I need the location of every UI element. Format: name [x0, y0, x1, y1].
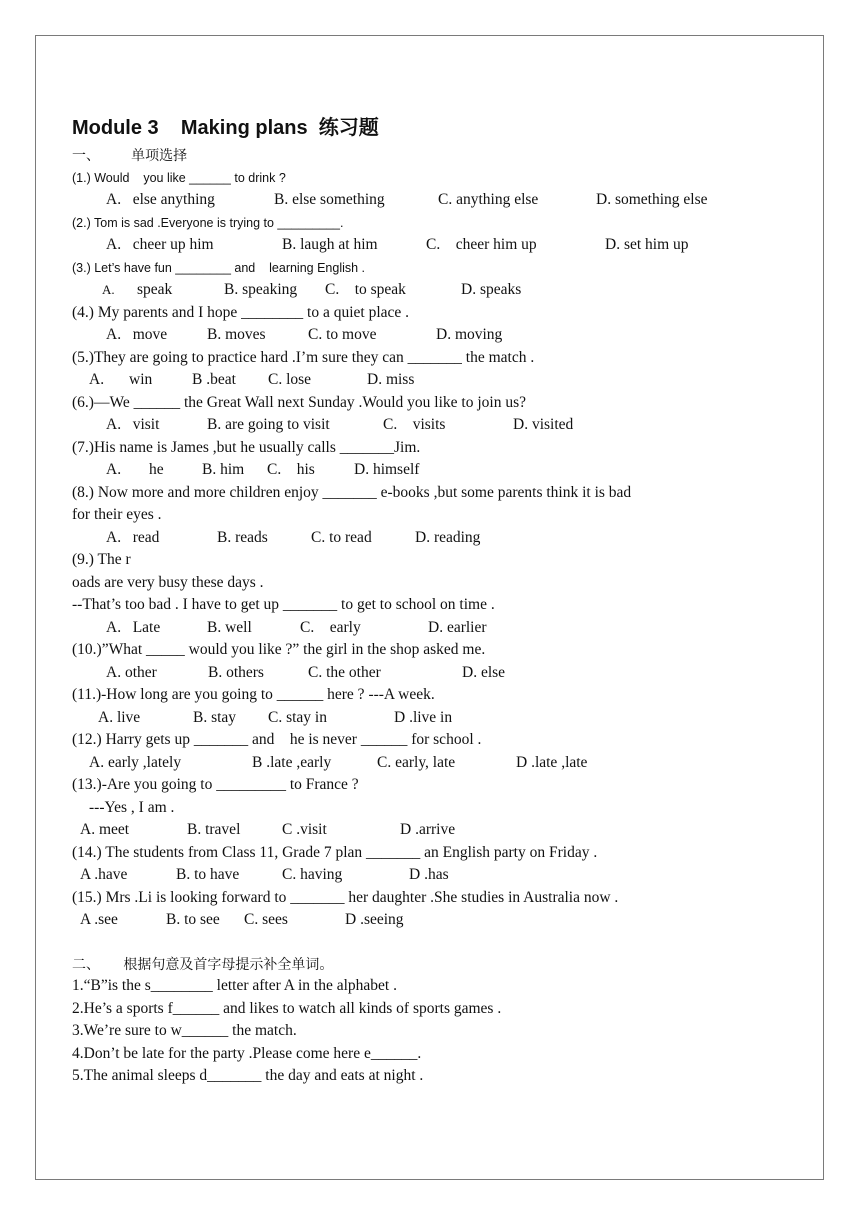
options-7: [72, 459, 752, 482]
option-c: C. lose: [268, 371, 312, 388]
question-3: (3.) Let’s have fun ________ and learning English .: [72, 260, 366, 275]
option-a: A. move: [106, 326, 168, 343]
fill-item-5: 5.The animal sleeps d_______ the day and eats at night .: [72, 1067, 424, 1084]
options-1: [72, 189, 752, 212]
option-c: C. early: [300, 618, 361, 636]
question-1: (1.) Would you like ______ to drink ?: [72, 170, 286, 185]
option-d: D. miss: [367, 371, 415, 388]
options-3: [72, 279, 752, 302]
options-13: [72, 819, 752, 842]
option-b: B. to have: [176, 866, 240, 883]
option-c: C. stay in: [268, 708, 327, 726]
question-13-reply: ---Yes , I am .: [89, 798, 175, 816]
option-c: C. early, late: [377, 753, 456, 771]
option-b: B. others: [208, 663, 264, 681]
option-a-text: speak: [137, 281, 173, 298]
section1-heading: 一、 单项选择: [72, 147, 188, 163]
options-9: [72, 617, 752, 640]
option-a: A. visit: [106, 416, 160, 433]
option-d: D .arrive: [400, 821, 456, 838]
option-c: C. his: [267, 461, 315, 478]
option-a: A. else anything: [106, 191, 215, 208]
option-b: B. stay: [193, 708, 237, 726]
option-d: D. moving: [436, 326, 503, 343]
option-a: A .have: [80, 866, 128, 883]
option-a: A .see: [80, 911, 118, 928]
fill-item-1: 1.“B”is the s________ letter after A in the alphabet .: [72, 977, 397, 994]
option-a: A. cheer up him: [106, 236, 214, 253]
question-10: (10.)”What _____ would you like ?” the girl in the shop asked me.: [72, 641, 486, 658]
option-b: B. laugh at him: [282, 236, 378, 253]
option-a: A.: [102, 282, 115, 297]
option-a-text: he: [149, 461, 164, 478]
option-b: B. to see: [166, 911, 220, 928]
option-b: B .beat: [192, 371, 236, 388]
option-a: A. meet: [80, 821, 130, 838]
question-11: (11.)-How long are you going to ______ here ? ---A week.: [72, 686, 435, 703]
option-b: B. are going to visit: [207, 416, 330, 433]
option-a: A. read: [106, 528, 160, 546]
option-d: D. set him up: [605, 236, 689, 253]
question-9-reply: --That’s too bad . I have to get up _______ to get to school on time .: [72, 596, 495, 613]
option-d: D. himself: [354, 461, 420, 478]
option-c: C. sees: [244, 911, 288, 928]
options-14: [72, 864, 752, 887]
option-c: C .visit: [282, 821, 327, 838]
option-d: D. visited: [513, 416, 574, 433]
option-a: A. Late: [106, 618, 161, 636]
option-d: D .late ,late: [516, 753, 588, 771]
option-c: C. having: [282, 866, 343, 883]
page-title: Module 3 Making plans 练习题: [72, 117, 379, 139]
question-4: (4.) My parents and I hope ________ to a quiet place .: [72, 303, 410, 321]
option-b: B. speaking: [224, 281, 298, 298]
option-b: B .late ,early: [252, 753, 332, 771]
option-d: D. speaks: [461, 281, 522, 298]
option-b: B. reads: [217, 528, 268, 546]
options-2: [72, 234, 752, 257]
question-12: (12.) Harry gets up _______ and he is never ______ for school .: [72, 731, 482, 748]
options-8: [72, 527, 752, 550]
option-d: D .seeing: [345, 911, 404, 928]
question-5: (5.)They are going to practice hard .I’m sure they can _______ the match .: [72, 348, 535, 366]
option-d: D .has: [409, 866, 449, 883]
question-7: (7.)His name is James ,but he usually calls _______Jim.: [72, 438, 421, 456]
question-8-cont: for their eyes .: [72, 506, 162, 523]
question-9: (9.) The r: [72, 551, 131, 568]
options-10: [72, 662, 752, 685]
option-b: B. him: [202, 461, 245, 478]
option-a: A. other: [106, 663, 157, 681]
question-6: (6.)—We ______ the Great Wall next Sunday .Would you like to join us?: [72, 393, 527, 411]
option-c: C. to speak: [325, 281, 406, 298]
options-5: [72, 369, 752, 392]
option-c: C. cheer him up: [426, 236, 537, 253]
options-6: [72, 414, 752, 437]
worksheet: [72, 112, 752, 1088]
option-c: C. the other: [308, 663, 381, 681]
option-b: B. moves: [207, 326, 266, 343]
option-d: D. reading: [415, 528, 481, 546]
question-13: (13.)-Are you going to _________ to France ?: [72, 776, 359, 793]
option-a: A.: [89, 371, 105, 388]
option-b: B. travel: [187, 821, 241, 838]
fill-item-3: 3.We’re sure to w______ the match.: [72, 1022, 297, 1039]
options-15: [72, 909, 752, 932]
question-14: (14.) The students from Class 11, Grade 7 plan _______ an English party on Friday .: [72, 843, 598, 861]
spacer: [72, 932, 752, 953]
option-d: D. something else: [596, 191, 708, 208]
section2-heading: 二、 根据句意及首字母提示补全单词。: [72, 955, 334, 972]
fill-item-2: 2.He’s a sports f______ and likes to watch all kinds of sports games .: [72, 999, 502, 1017]
question-15: (15.) Mrs .Li is looking forward to _______ her daughter .She studies in Australia now .: [72, 888, 619, 906]
option-a: A.: [106, 461, 122, 478]
question-8: (8.) Now more and more children enjoy _______ e-books ,but some parents think it is bad: [72, 483, 632, 501]
option-d: D. else: [462, 663, 506, 681]
option-b: B. well: [207, 618, 252, 636]
option-a: A. early ,lately: [89, 753, 182, 771]
option-c: C. visits: [383, 416, 446, 433]
option-c: C. anything else: [438, 191, 539, 208]
option-d: D .live in: [394, 708, 453, 726]
question-9-cont: oads are very busy these days .: [72, 573, 264, 591]
option-a-text: win: [129, 371, 153, 388]
fill-item-4: 4.Don’t be late for the party .Please come here e______.: [72, 1044, 422, 1062]
option-d: D. earlier: [428, 618, 487, 636]
option-c: C. to read: [311, 528, 372, 546]
option-c: C. to move: [308, 326, 377, 343]
options-12: [72, 752, 752, 775]
options-11: [72, 707, 752, 730]
option-b: B. else something: [274, 191, 385, 208]
question-2: (2.) Tom is sad .Everyone is trying to _________.: [72, 215, 344, 230]
option-a: A. live: [98, 708, 141, 726]
options-4: [72, 324, 752, 347]
